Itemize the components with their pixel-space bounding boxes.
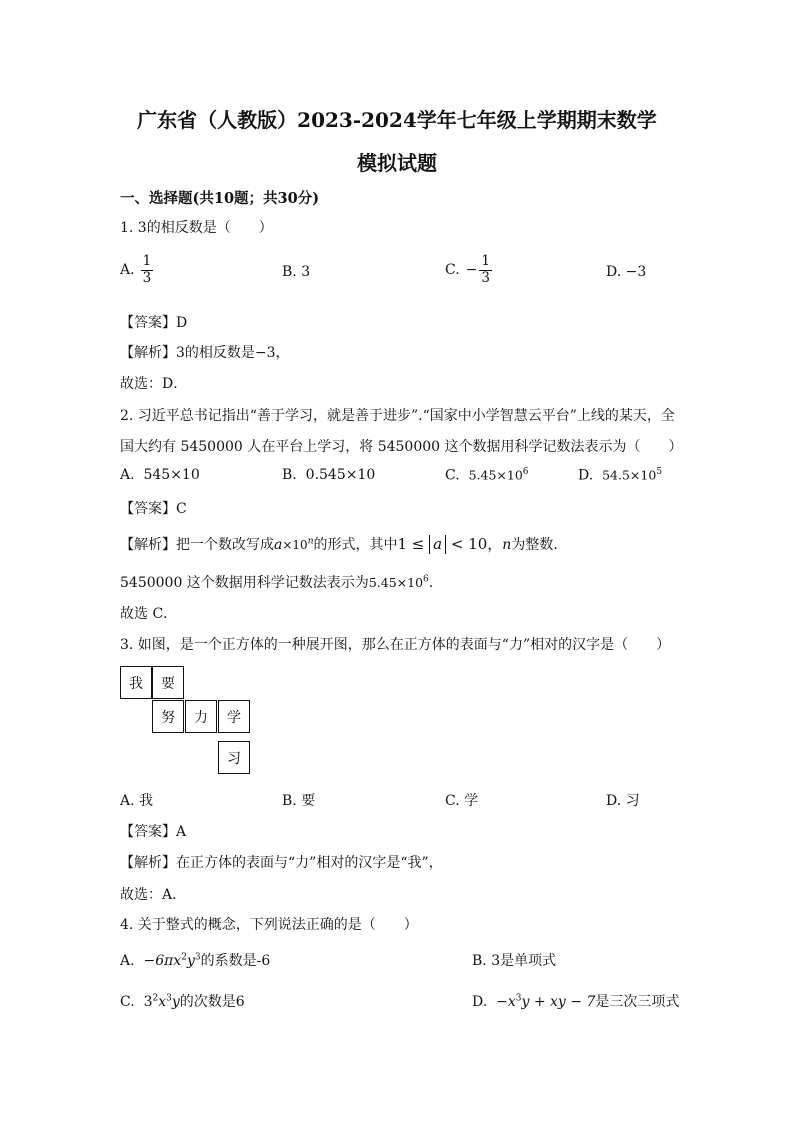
math-var: a	[274, 537, 283, 553]
q3-conclusion: 故选：A．	[120, 887, 187, 903]
q2-analysis	[120, 533, 558, 554]
option-label: C.	[120, 994, 135, 1010]
q4-option-b: B. 3是单项式	[472, 953, 557, 969]
option-label: D.	[578, 467, 594, 484]
option-label: A.	[120, 953, 135, 969]
option-text: 是三次三项式	[595, 994, 680, 1010]
q3-option-d: D. 习	[606, 793, 640, 809]
denominator: 3	[481, 269, 490, 286]
q2-option-a	[120, 467, 200, 483]
math-var: n	[502, 537, 512, 553]
q3-option-b: B. 要	[282, 793, 316, 809]
math-text: < 10，	[446, 535, 503, 553]
q3-analysis: 【解析】在正方体的表面与“力”相对的汉字是“我”，	[120, 855, 443, 871]
option-text: 的系数是-6	[200, 953, 271, 969]
analysis-text: .	[428, 575, 434, 591]
q4-option-c	[120, 991, 245, 1011]
q1-answer: 【答案】D	[120, 315, 188, 331]
option-value: 54.5×10	[602, 467, 657, 483]
analysis-text: 【解析】把一个数改写成	[120, 537, 274, 553]
net-cell-wo: 我	[120, 666, 152, 699]
net-cell-yao: 要	[152, 666, 184, 699]
analysis-text: 5450000 这个数据用科学记数法表示为	[120, 575, 369, 591]
abs-value: a	[429, 535, 446, 554]
q1-option-b: B. 3	[282, 264, 311, 280]
net-cell-xi: 习	[218, 741, 250, 774]
math-var: x	[158, 994, 167, 1010]
q2-conclusion: 故选 C．	[120, 606, 178, 622]
option-label: C.	[445, 262, 460, 279]
q1-conclusion: 故选：D．	[120, 376, 188, 392]
option-label: B.	[282, 467, 297, 483]
q2-option-c	[445, 467, 529, 484]
q3-stem: 3. 如图，是一个正方体的一种展开图，那么在正方体的表面与“力”相对的汉字是（ ）	[120, 637, 671, 653]
analysis-text: 为整数.	[511, 537, 558, 553]
q4-option-a	[120, 950, 270, 970]
exponent: 2	[152, 993, 159, 1004]
section-header: 一、选择题(共10题；共30分)	[120, 190, 320, 207]
exponent: 6	[423, 574, 429, 585]
exponent: 6	[522, 467, 529, 477]
math-expr: −x	[496, 994, 516, 1010]
math-text: 3	[143, 994, 153, 1010]
minus-sign: −	[465, 262, 478, 279]
option-label: C.	[445, 467, 460, 484]
exponent: 3	[194, 952, 201, 963]
q3-answer: 【答案】A	[120, 824, 187, 840]
q2-stem-line1: 2. 习近平总书记指出“善于学习，就是善于进步”.“国家中小学智慧云平台”上线的某天，全	[120, 408, 675, 424]
fraction	[479, 254, 492, 286]
q1-option-c	[445, 254, 492, 286]
exponent: 5	[656, 467, 663, 477]
math-var: y	[186, 953, 195, 969]
option-value: 545×10	[143, 467, 200, 483]
page-title: 广东省（人教版）2023-2024学年七年级上学期期末数学	[137, 108, 657, 132]
math-text: 5.45×10	[368, 575, 424, 590]
fraction	[141, 254, 154, 286]
q1-option-d: D. −3	[606, 264, 647, 280]
net-cell-xue: 学	[218, 700, 250, 733]
exponent: 3	[166, 993, 172, 1004]
exponent: n	[307, 536, 314, 547]
option-text: 的次数是6	[179, 994, 245, 1010]
math-text: ×10	[282, 538, 308, 552]
q2-option-d	[578, 467, 662, 484]
option-value: 5.45×10	[468, 467, 523, 483]
math-expr: y + xy − 7	[521, 994, 596, 1010]
q2-analysis-line2	[120, 572, 433, 592]
exponent: 2	[181, 952, 187, 963]
math-text: 1 ≤	[397, 535, 430, 553]
math-var: y	[171, 994, 180, 1010]
q4-option-d	[472, 991, 679, 1011]
analysis-text: 的形式，其中	[313, 537, 398, 553]
option-label: A.	[120, 467, 135, 483]
denominator: 3	[142, 269, 152, 286]
page-subtitle: 模拟试题	[357, 151, 437, 175]
q3-option-c: C. 学	[445, 793, 479, 809]
q1-analysis: 【解析】3的相反数是−3，	[120, 345, 290, 361]
option-label: A.	[120, 262, 135, 279]
net-cell-li: 力	[185, 700, 217, 733]
math-expr: −6πx	[143, 953, 182, 969]
q1-option-a	[120, 254, 153, 286]
q2-option-b	[282, 467, 375, 483]
q4-stem: 4. 关于整式的概念，下列说法正确的是（ ）	[120, 917, 418, 933]
q2-answer: 【答案】C	[120, 501, 187, 517]
option-label: D.	[472, 994, 488, 1010]
exponent: 3	[515, 993, 522, 1004]
numerator: 1	[481, 253, 490, 269]
q1-stem: 1. 3的相反数是（ ）	[120, 220, 273, 236]
net-cell-nu: 努	[152, 700, 184, 733]
q2-stem-line2: 国大约有 5450000 人在平台上学习，将 5450000 这个数据用科学记数法表示为（ ）	[120, 439, 683, 455]
q3-option-a: A. 我	[120, 793, 154, 809]
option-value: 0.545×10	[305, 467, 376, 483]
numerator: 1	[142, 253, 152, 269]
